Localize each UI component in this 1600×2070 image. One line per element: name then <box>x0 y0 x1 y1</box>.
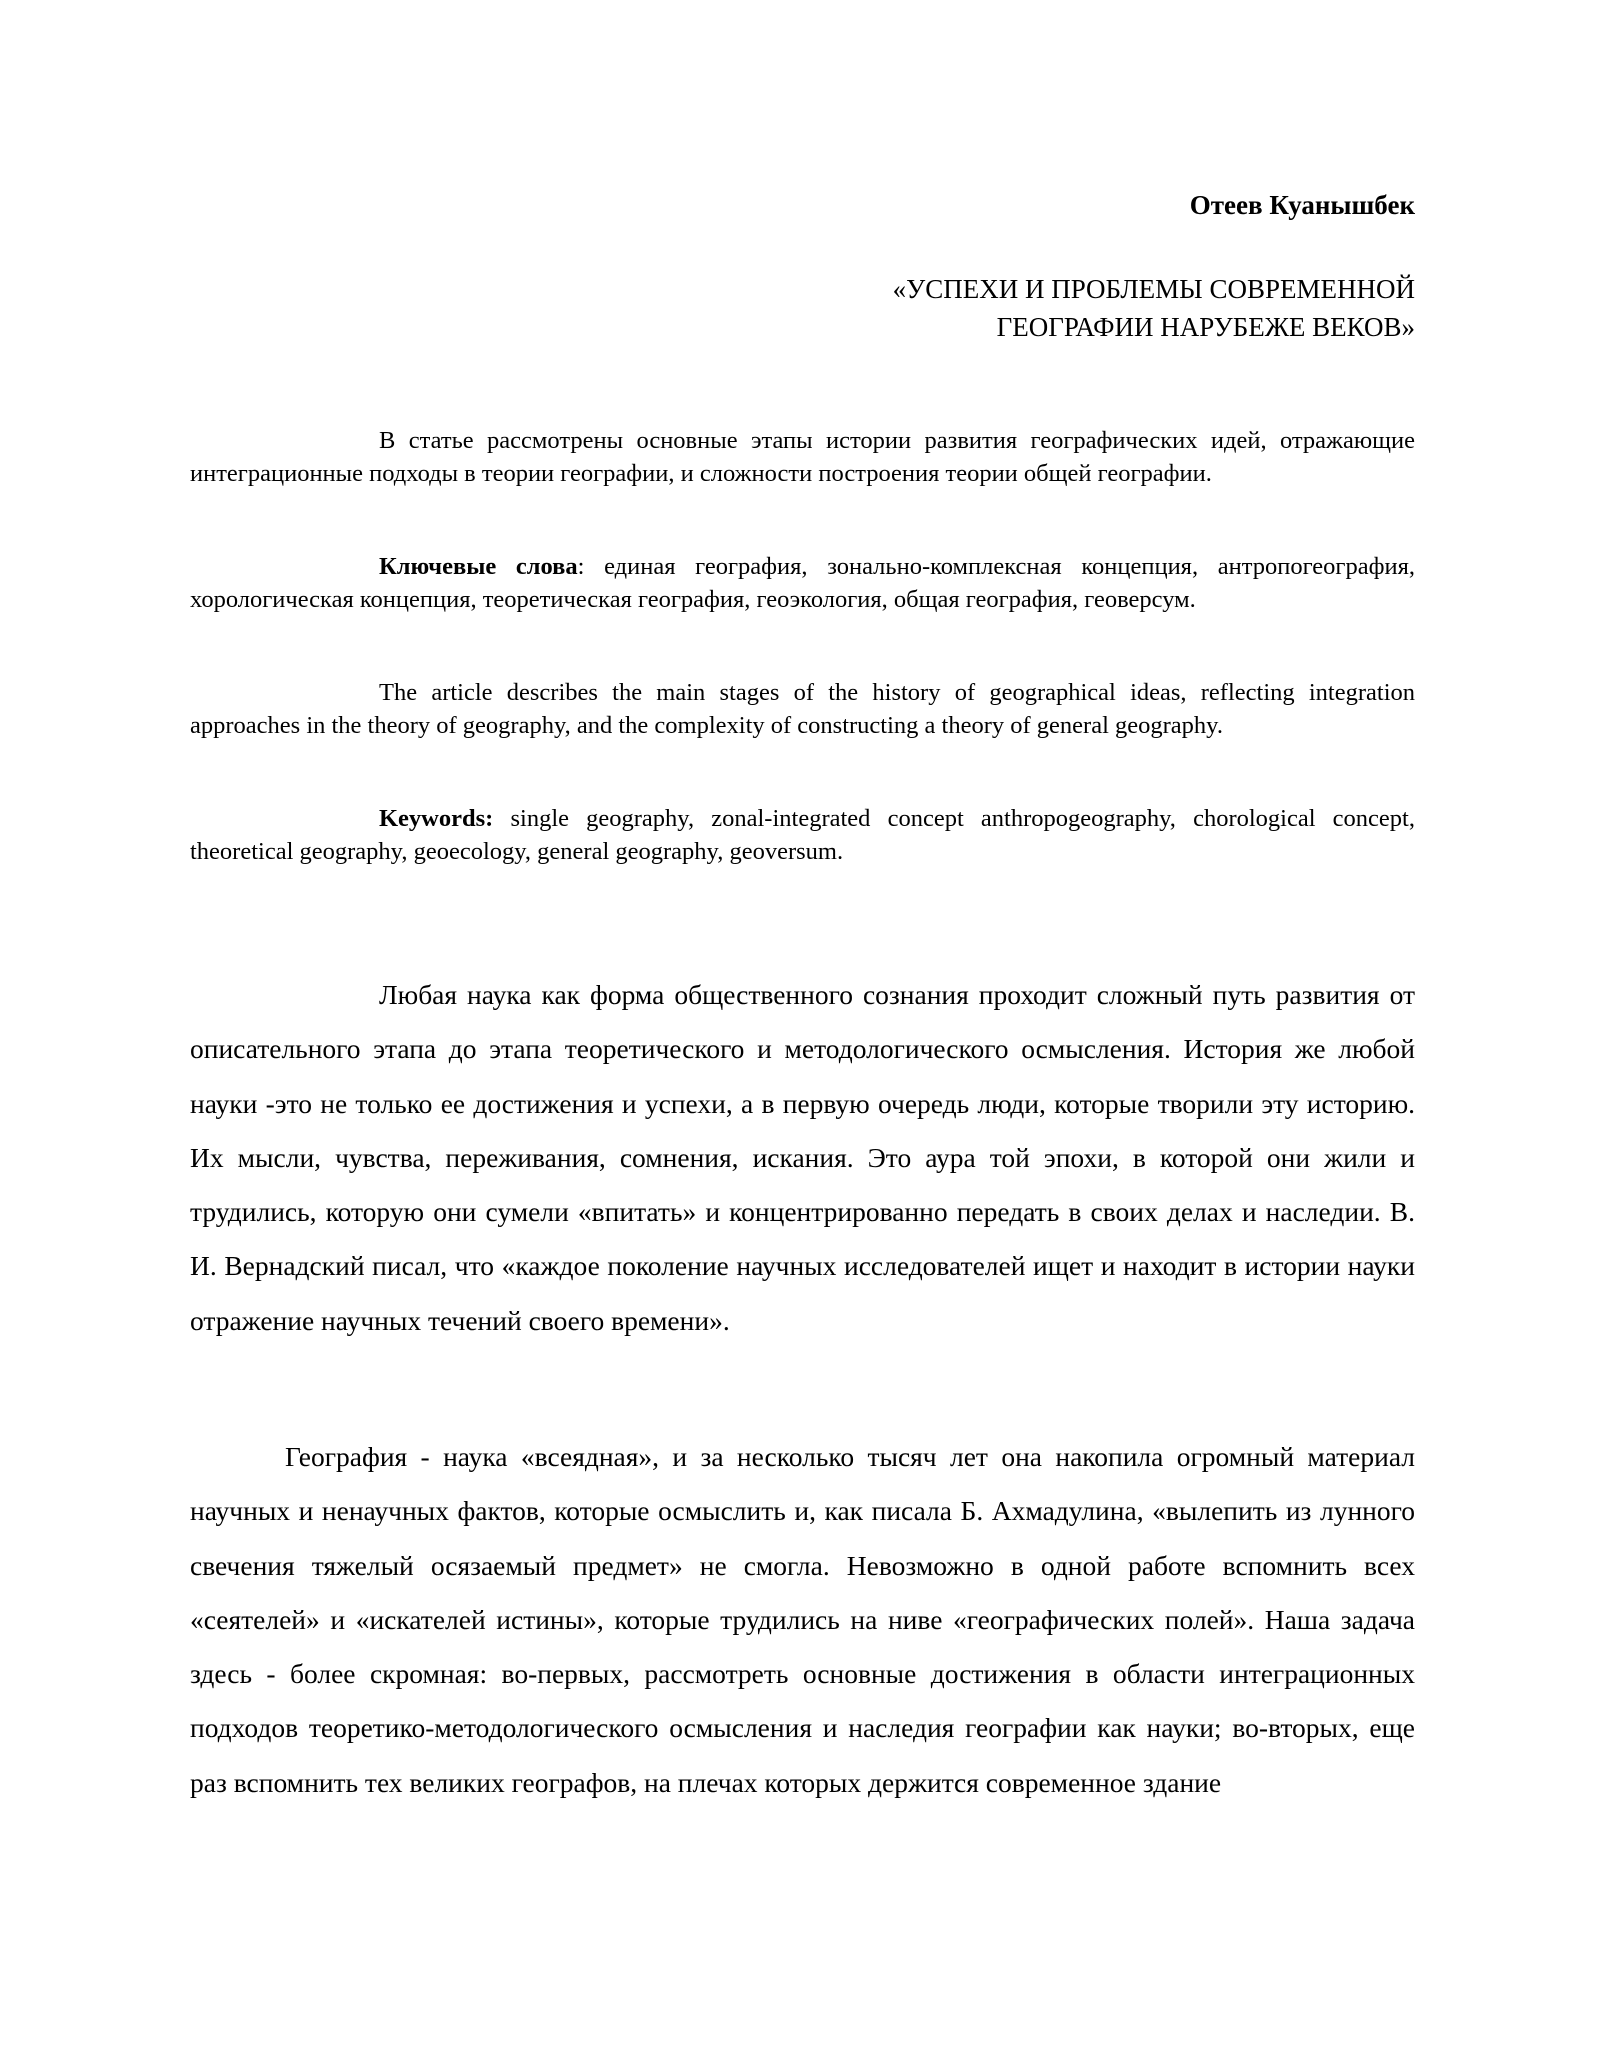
keywords-english <box>190 802 1415 868</box>
keywords-russian-label: Ключевые слова <box>379 553 578 580</box>
title-line-1: «УСПЕХИ И ПРОБЛЕМЫ СОВРЕМЕННОЙ <box>892 274 1415 304</box>
keywords-english-text: single geography, zonal-integrated concept anthropogeography, chorological concept, theoretical geography, geoecology, general geography, geoversum. <box>190 805 1415 865</box>
keywords-russian <box>190 550 1415 616</box>
body-paragraph-1: Любая наука как форма общественного сознания проходит сложный путь развития от описательного этапа до этапа теоретического и методологического осмысления. История же любой науки -это не только ее достижения и успехи, а в первую очередь люди, которые творили эту историю. Их мысли, чувства, переживания, сомнения, искания. Это аура той эпохи, в которой они жили и трудились, которую они сумели «впитать» и концентрированно передать в своих делах и наследии. В. И. Вернадский писал, что «каждое поколение научных исследователей ищет и находит в истории науки отражение научных течений своего времени». <box>190 979 1415 1336</box>
author-name: Отеев Куанышбек <box>1189 190 1415 220</box>
body-paragraph-2: География - наука «всеядная», и за несколько тысяч лет она накопила огромный материал научных и ненаучных фактов, которые осмыслить и, как писала Б. Ахмадулина, «вылепить из лунного свечения тяжелый осязаемый предмет» не смогла. Невозможно в одной работе вспомнить всех «сеятелей» и «искателей истины», которые трудились на ниве «географических полей». Наша задача здесь - более скромная: во-первых, рассмотреть основные достижения в области интеграционных подходов теоретико-методологического осмысления и наследия географии как науки; во-вторых, еще раз вспомнить тех великих географов, на плечах которых держится современное здание <box>190 1441 1415 1798</box>
title-line-2: ГЕОГРАФИИ НАРУБЕЖЕ ВЕКОВ» <box>996 312 1415 342</box>
abstract-english: The article describes the main stages of the history of geographical ideas, reflecting integration approaches in the theory of geography, and the complexity of constructing a theory of general geography. <box>190 679 1415 739</box>
article-title <box>893 270 1415 346</box>
abstract-russian: В статье рассмотрены основные этапы истории развития географических идей, отражающие интеграционные подходы в теории географии, и сложности построения теории общей географии. <box>190 427 1415 487</box>
keywords-english-label: Keywords: <box>379 805 494 832</box>
keywords-russian-text: : единая география, зонально-комплексная концепция, антропогеография, хорологическая концепция, теоретическая география, геоэкология, общая география, геоверсум. <box>190 553 1415 613</box>
